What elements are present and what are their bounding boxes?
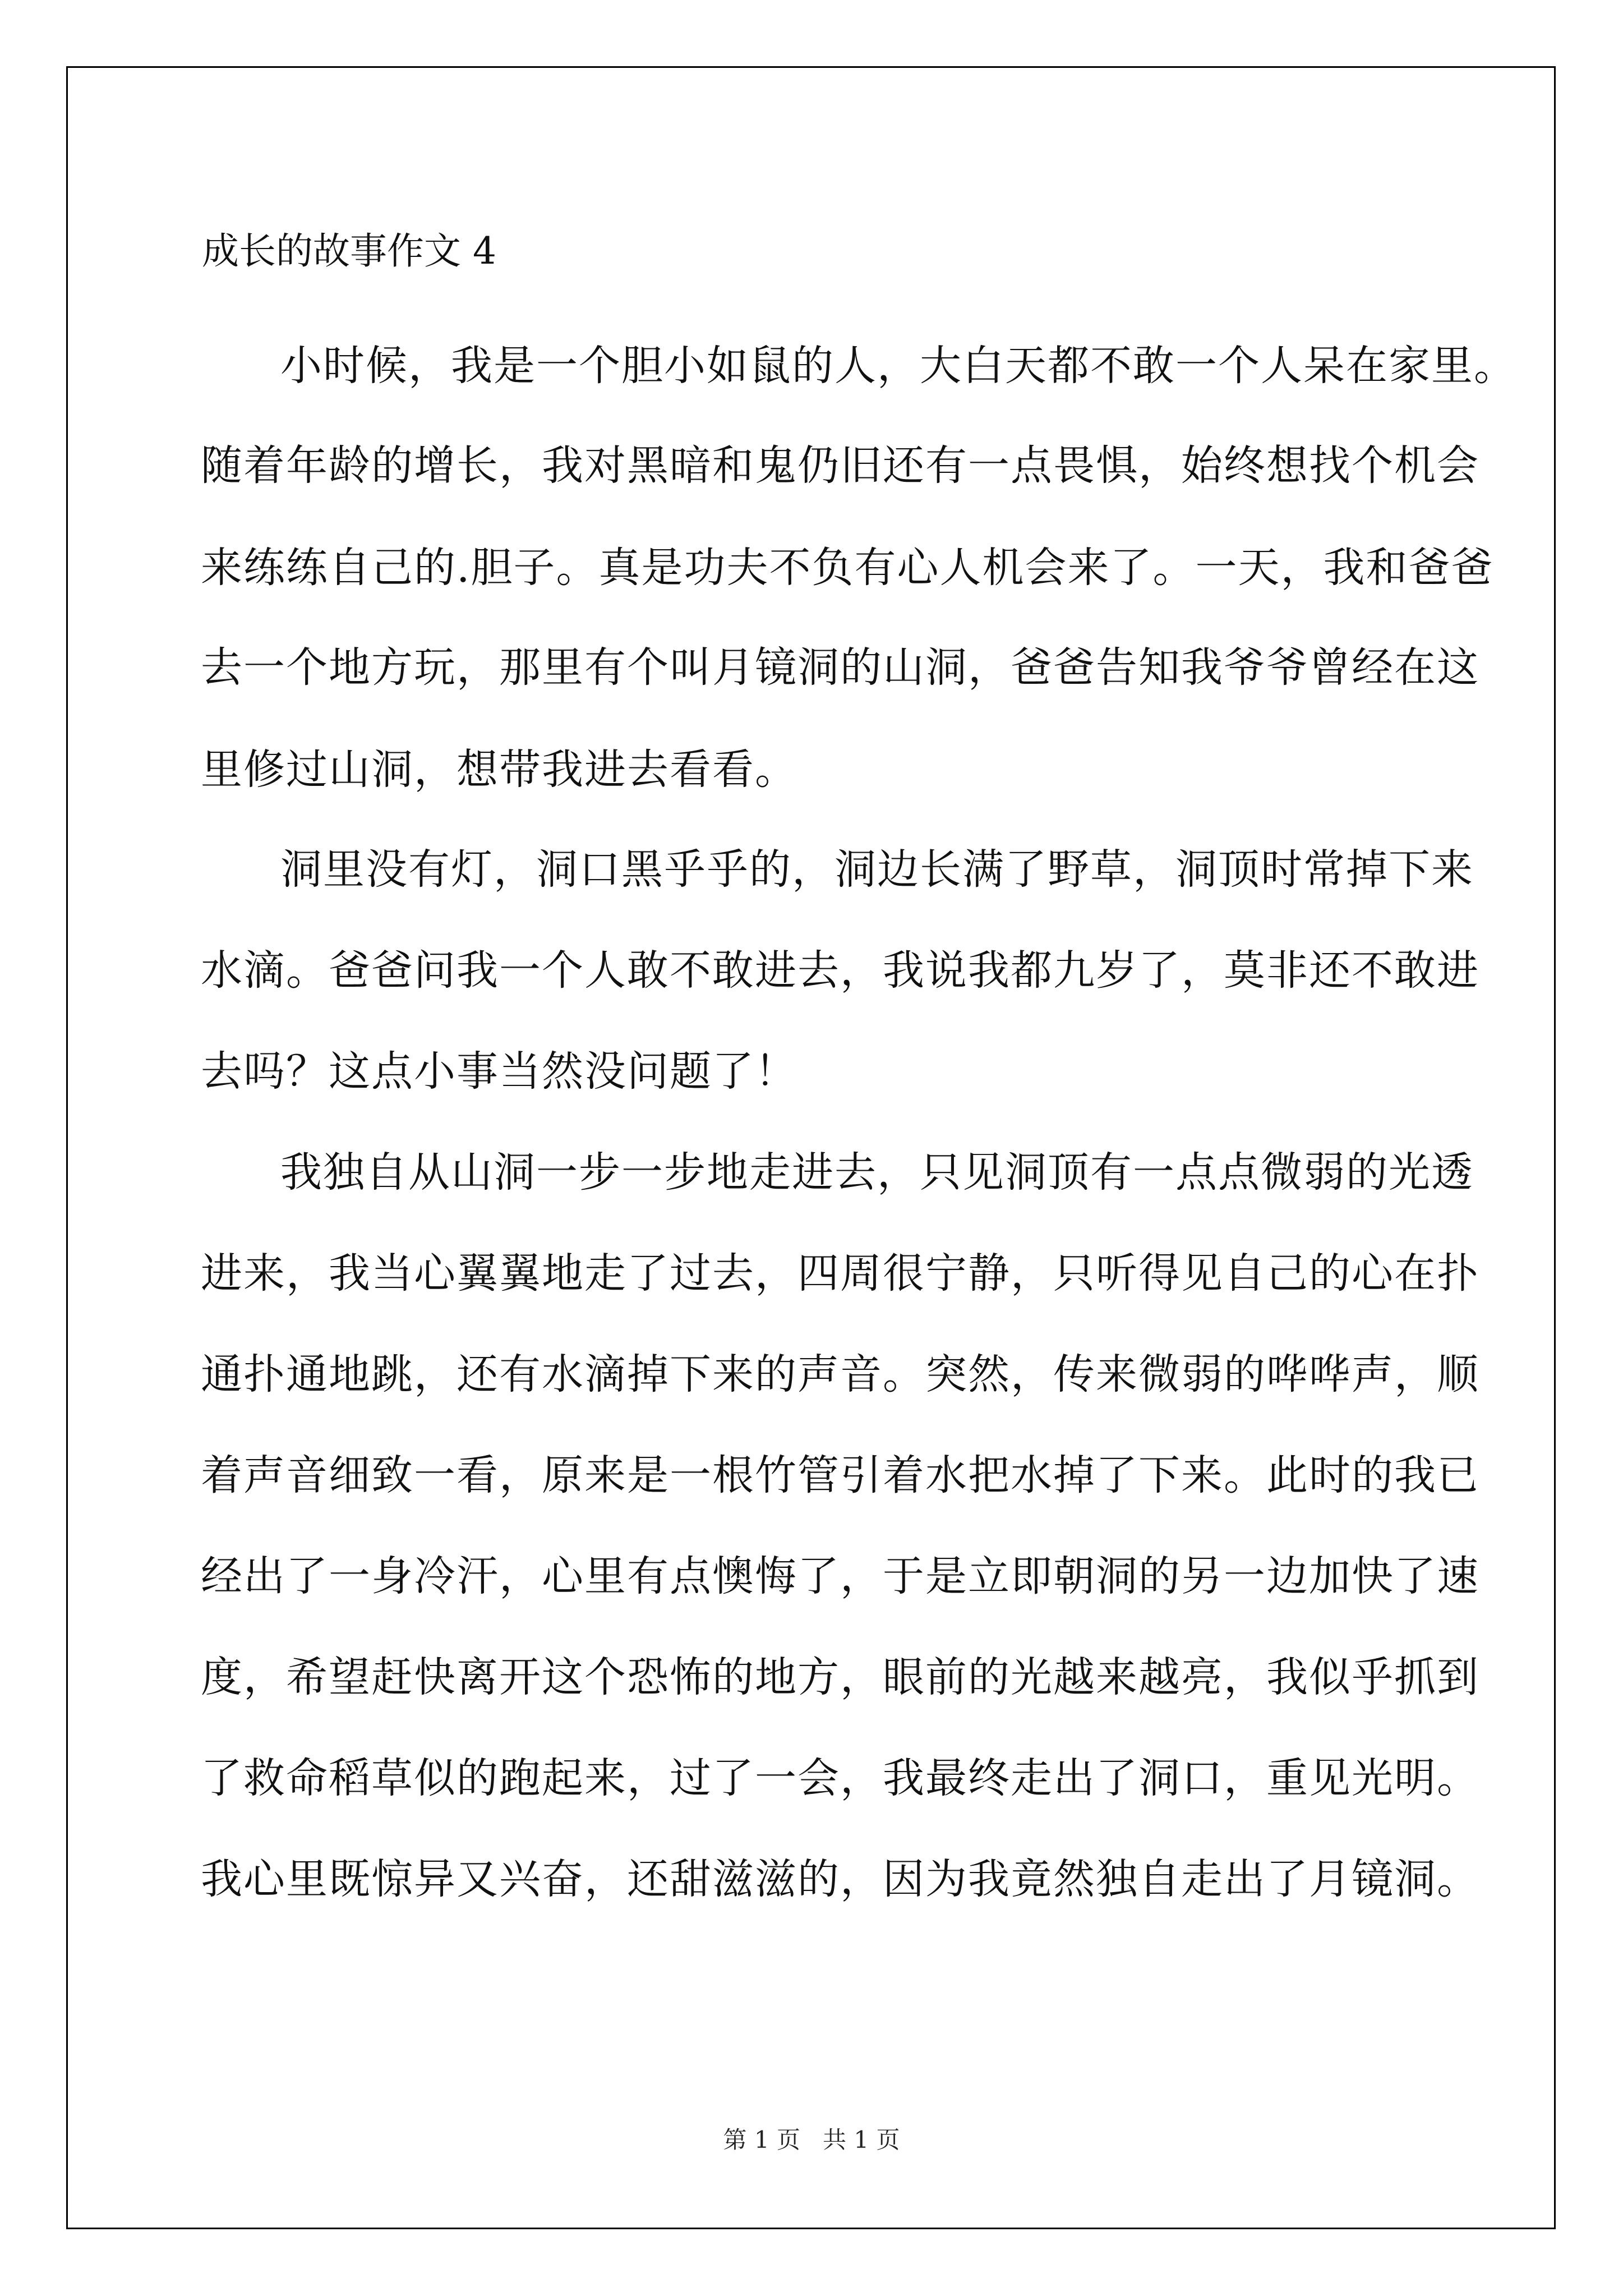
- paragraph-line: 去一个地方玩，那里有个叫月镜洞的山洞，爸爸告知我爷爷曾经在这: [201, 643, 1479, 692]
- paragraph-line: 水滴。爸爸问我一个人敢不敢进去，我说我都九岁了，莫非还不敢进: [201, 946, 1479, 995]
- paragraph-line: 了救命稻草似的跑起来，过了一会，我最终走出了洞口，重见光明。: [201, 1754, 1479, 1802]
- paragraph-line: 去吗？这点小事当然没问题了！: [201, 1047, 797, 1096]
- paragraph-line: 我心里既惊异又兴奋，还甜滋滋的，因为我竟然独自走出了月镜洞。: [201, 1855, 1479, 1903]
- paragraph-line: 着声音细致一看，原来是一根竹管引着水把水掉了下来。此时的我已: [201, 1451, 1479, 1499]
- document-title: 成长的故事作文 4: [202, 229, 496, 273]
- paragraph-line: 经出了一身冷汗，心里有点懊悔了，于是立即朝洞的另一边加快了速: [201, 1552, 1479, 1600]
- paragraph-line: 来练练自己的.胆子。真是功夫不负有心人机会来了。一天，我和爸爸: [201, 544, 1494, 592]
- paragraph-line: 度，希望赶快离开这个恐怖的地方，眼前的光越来越亮，我似乎抓到: [201, 1653, 1479, 1701]
- paragraph-line: 通扑通地跳，还有水滴掉下来的声音。突然，传来微弱的哗哗声，顺: [201, 1350, 1479, 1398]
- paragraph-line: 我独自从山洞一步一步地走进去，只见洞顶有一点点微弱的光透: [280, 1148, 1474, 1197]
- paragraph-line: 小时候，我是一个胆小如鼠的人，大白天都不敢一个人呆在家里。: [280, 342, 1516, 390]
- paragraph-line: 里修过山洞，想带我进去看看。: [201, 746, 797, 794]
- page-number: 第 1 页 共 1 页: [723, 2126, 900, 2154]
- paragraph-line: 洞里没有灯，洞口黑乎乎的，洞边长满了野草，洞顶时常掉下来: [280, 845, 1474, 894]
- paragraph-line: 随着年龄的增长，我对黑暗和鬼仍旧还有一点畏惧，始终想找个机会: [201, 441, 1479, 490]
- paragraph-line: 进来，我当心翼翼地走了过去，四周很宁静，只听得见自己的心在扑: [201, 1249, 1479, 1297]
